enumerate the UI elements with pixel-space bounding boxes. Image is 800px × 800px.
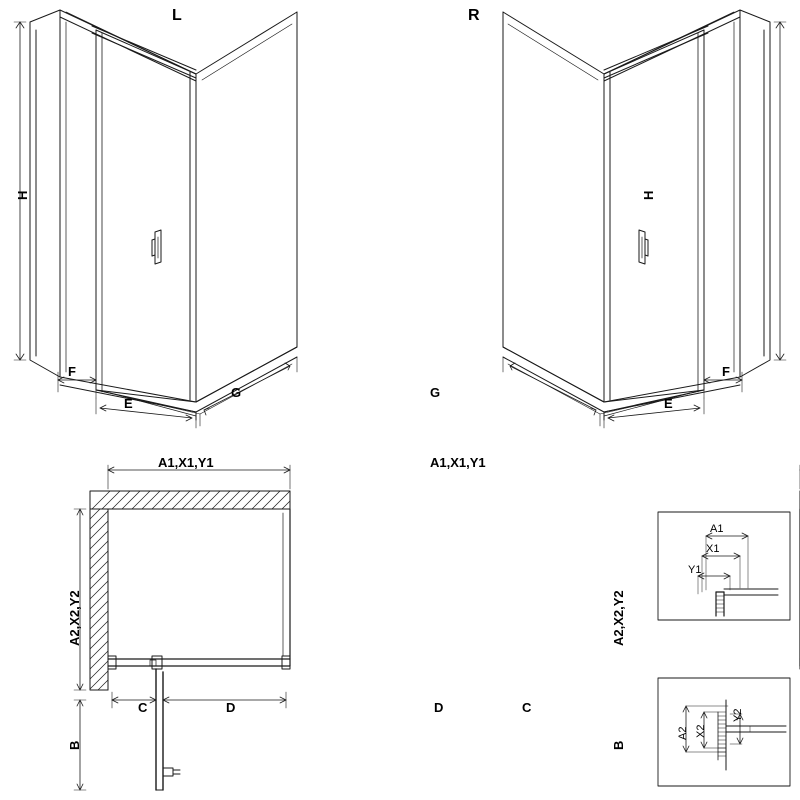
iso-right-profile-f-label: F (722, 364, 730, 379)
detail-top-y1-label: Y1 (688, 564, 702, 576)
detail-bottom-x2-label: X2 (695, 724, 707, 738)
iso-left-height-label: H (15, 190, 30, 200)
plan-right-swing-dim-label: B (611, 740, 626, 750)
iso-view-left (14, 7, 297, 428)
plan-left-dim-d-label: D (226, 700, 236, 715)
plan-right-dim-c-label: C (522, 700, 532, 715)
variant-label-right: R (468, 7, 480, 24)
iso-view-right (503, 10, 786, 428)
plan-left-top-dim-label: A1,X1,Y1 (158, 455, 214, 470)
iso-right-height-label: H (641, 190, 656, 200)
iso-right-panel-e-label: E (664, 396, 673, 411)
iso-left-profile-f-label: F (68, 364, 76, 379)
plan-left-dim-c-label: C (138, 700, 148, 715)
iso-right-panel-g-label: G (430, 385, 441, 400)
plan-left-side-dim-label: A2,X2,Y2 (67, 590, 82, 646)
iso-left-panel-e-label: E (124, 396, 133, 411)
variant-label-left: L (172, 7, 182, 24)
detail-top-x1-label: X1 (706, 543, 720, 555)
plan-view-left (74, 465, 290, 790)
detail-box-top (658, 512, 790, 620)
plan-left-swing-dim-label: B (67, 740, 82, 750)
iso-left-panel-g-label: G (231, 385, 242, 400)
detail-top-a1-label: A1 (710, 523, 724, 535)
detail-bottom-a2-label: A2 (677, 726, 689, 740)
plan-right-top-dim-label: A1,X1,Y1 (430, 455, 486, 470)
plan-right-side-dim-label: A2,X2,Y2 (611, 590, 626, 646)
detail-bottom-y2-label: Y2 (732, 708, 744, 722)
plan-right-dim-d-label: D (434, 700, 444, 715)
